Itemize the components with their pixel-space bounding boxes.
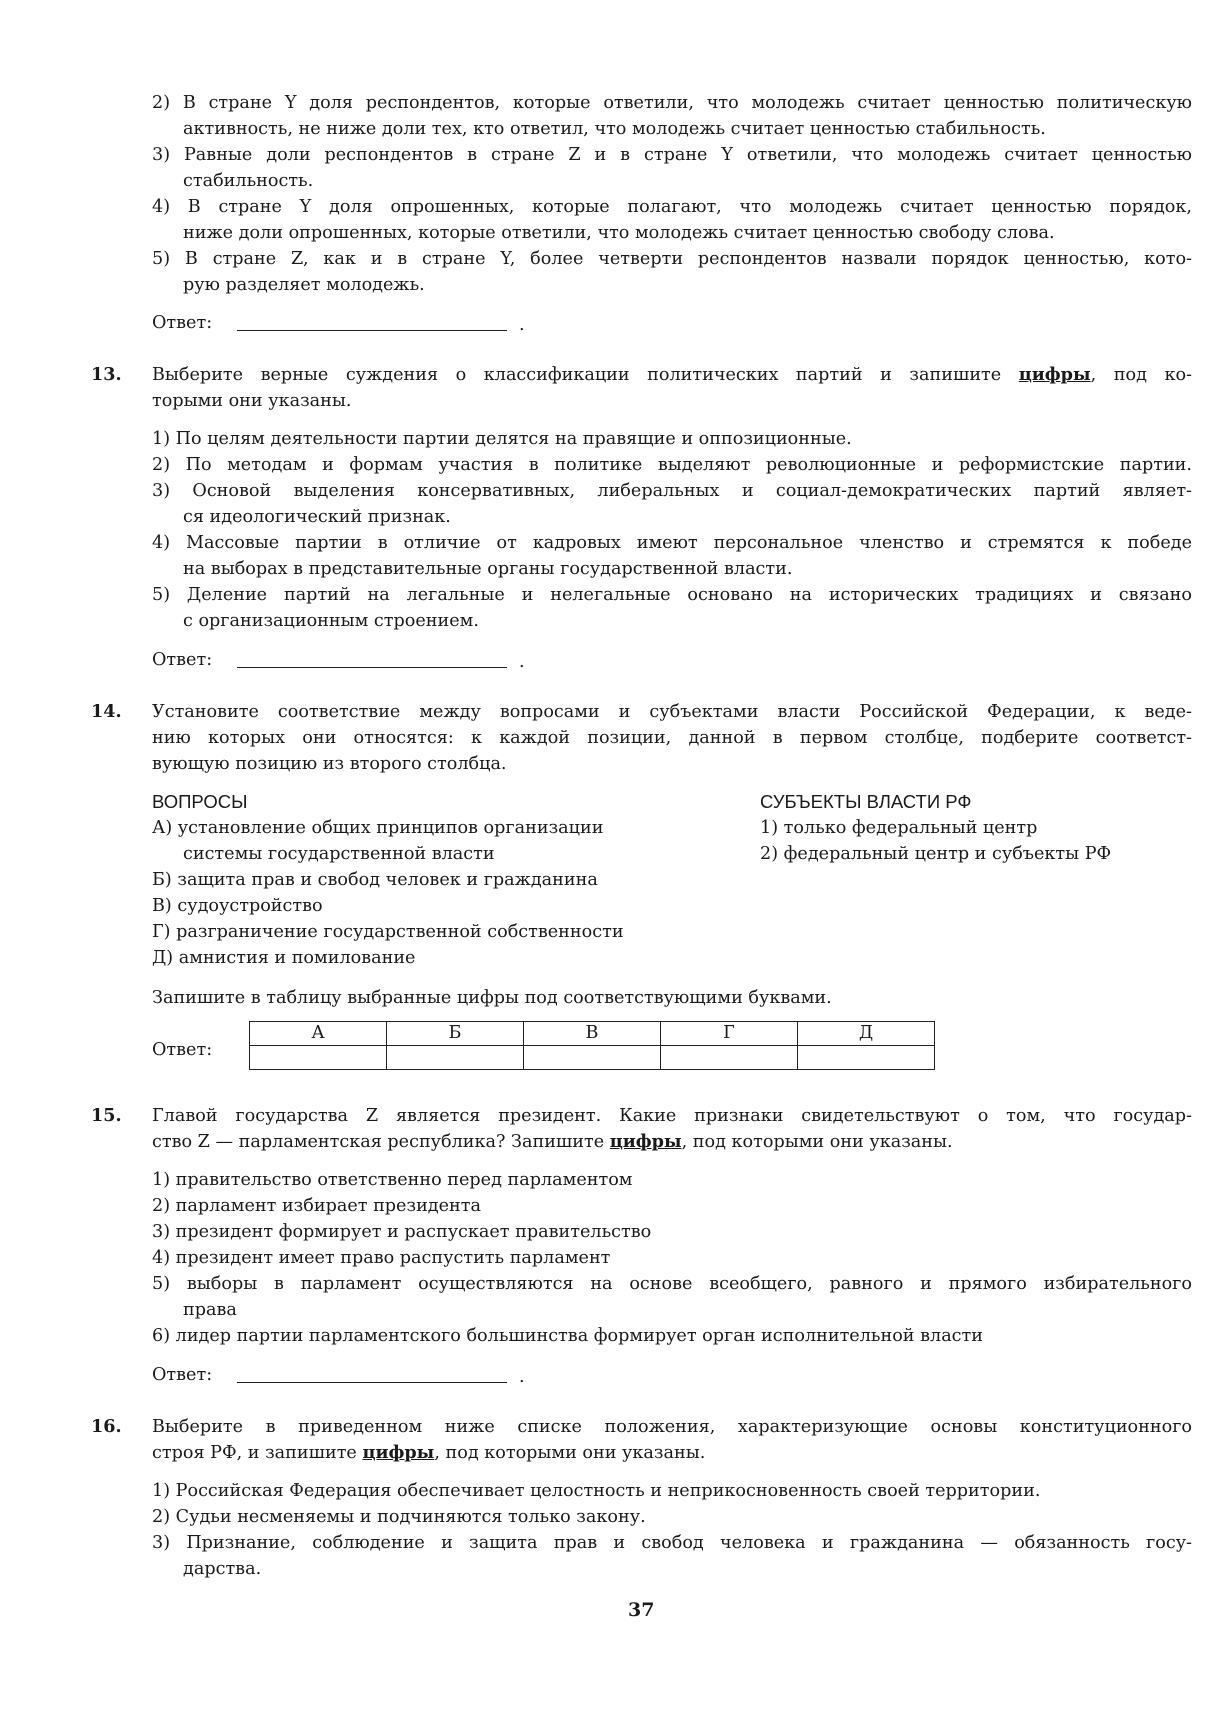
q14-item-a-line1: А) установление общих принципов организации [152,818,604,838]
q13-option-4-line2: на выборах в представительные органы государственной власти. [183,559,793,579]
q14-col-b: Б [387,1022,524,1046]
q14-item-a-line2: системы государственной власти [183,844,495,864]
q15-option-2: 2) парламент избирает президента [152,1196,481,1216]
q16-prompt-before: строя РФ, и запишите [152,1443,363,1463]
q14-table-answer-row [250,1046,935,1070]
q14-prompt-line2: нию которых они относятся: к каждой позиции, данной в первом столбце, подберите соответст- [152,728,1192,748]
q12-option-2-line1: 2) В стране Y доля респондентов, которые ответили, что молодежь считает ценностью политическую [152,93,1192,113]
q14-subject-1: 1) только федеральный центр [760,818,1038,838]
q12-option-3-line2: стабильность. [183,171,314,191]
q12-option-5-line1: 5) В стране Z, как и в стране Y, более четверти респондентов назвали порядок ценностью, кото- [152,249,1192,269]
q15-option-6: 6) лидер партии парламентского большинства формирует орган исполнительной власти [152,1326,983,1346]
q15-answer-dot: . [519,1367,525,1387]
q15-option-5-line2: права [183,1300,237,1320]
q16-option-3-line2: дарства. [183,1559,262,1579]
q15-prompt-after: , под которыми они указаны. [681,1132,953,1152]
q14-item-b: Б) защита прав и свобод человек и гражданина [152,870,598,890]
q12-option-4-line1: 4) В стране Y доля опрошенных, которые полагают, что молодежь считает ценностью порядок, [152,197,1192,217]
q16-keyword: цифры [362,1442,435,1463]
q12-answer-dot: . [519,315,525,335]
q14-answer-cell-b[interactable] [387,1046,524,1070]
q14-col-a: А [250,1022,387,1046]
q14-col-d: Д [798,1022,935,1046]
q16-option-1: 1) Российская Федерация обеспечивает целостность и неприкосновенность своей территории. [152,1481,1041,1501]
q13-prompt-line2: торыми они указаны. [152,391,352,411]
q14-table-header-row [250,1022,935,1046]
q12-option-2-line2: активность, не ниже доли тех, кто ответил, что молодежь считает ценностью стабильность. [183,119,1046,139]
q14-right-header: СУБЪЕКТЫ ВЛАСТИ РФ [760,791,972,812]
q15-option-1: 1) правительство ответственно перед парламентом [152,1170,633,1190]
q14-answer-cell-d[interactable] [798,1046,935,1070]
q16-number: 16. [91,1416,122,1437]
q15-option-3: 3) президент формирует и распускает правительство [152,1222,652,1242]
q13-answer-field[interactable] [237,667,507,668]
q12-option-5-line2: рую разделяет молодежь. [183,275,425,295]
q15-answer-label: Ответ: [152,1365,213,1385]
q14-col-v: В [524,1022,661,1046]
q14-answer-cell-g[interactable] [661,1046,798,1070]
q15-prompt-line2 [152,1129,953,1155]
q13-option-4-line1: 4) Массовые партии в отличие от кадровых имеют персональное членство и стремятся к победе [152,533,1192,553]
page-number: 37 [628,1599,655,1621]
q14-prompt-line1: Установите соответствие между вопросами и субъектами власти Российской Федерации, к веде- [152,702,1192,722]
q13-option-3-line2: ся идеологический признак. [183,507,451,527]
q14-item-g: Г) разграничение государственной собственности [152,922,624,942]
q15-option-5-line1: 5) выборы в парламент осуществляются на основе всеобщего, равного и прямого избирательного [152,1274,1192,1294]
q16-prompt-line1: Выберите в приведенном ниже списке положения, характеризующие основы конституционного [152,1417,1192,1437]
q13-option-5-line1: 5) Деление партий на легальные и нелегальные основано на исторических традициях и связано [152,585,1192,605]
q12-answer-label: Ответ: [152,313,213,333]
q13-keyword: цифры [1018,364,1091,385]
q13-answer-label: Ответ: [152,650,213,670]
q13-prompt-before: Выберите верные суждения о классификации политических партий и запишите [152,365,1019,385]
q14-answer-table [249,1021,935,1070]
q13-prompt-line1 [152,362,1192,388]
q12-option-3-line1: 3) Равные доли респондентов в стране Z и в стране Y ответили, что молодежь считает ценностью [152,145,1192,165]
q16-option-3-line1: 3) Признание, соблюдение и защита прав и свобод человека и гражданина — обязанность госу- [152,1533,1192,1553]
q14-number: 14. [91,701,122,722]
q16-option-2: 2) Судьи несменяемы и подчиняются только закону. [152,1507,646,1527]
q16-prompt-after: , под которыми они указаны. [434,1443,706,1463]
q14-left-header: ВОПРОСЫ [152,791,248,812]
q13-option-2: 2) По методам и формам участия в политике выделяют революционные и реформистские партии. [152,455,1192,475]
q13-option-5-line2: с организационным строением. [183,611,479,631]
q15-prompt-line1: Главой государства Z является президент. Какие признаки свидетельствуют о том, что государ- [152,1106,1192,1126]
q12-answer-field[interactable] [237,330,507,331]
q14-answer-cell-a[interactable] [250,1046,387,1070]
q14-item-d: Д) амнистия и помилование [152,948,416,968]
q14-subject-2: 2) федеральный центр и субъекты РФ [760,844,1112,864]
q15-answer-field[interactable] [237,1382,507,1383]
q15-keyword: цифры [609,1131,682,1152]
q14-col-g: Г [661,1022,798,1046]
q15-number: 15. [91,1105,122,1126]
q12-option-4-line2: ниже доли опрошенных, которые ответили, что молодежь считает ценностью свободу слова. [183,223,1055,243]
q13-option-1: 1) По целям деятельности партии делятся на правящие и оппозиционные. [152,429,852,449]
q16-prompt-line2 [152,1440,705,1466]
q15-prompt-before: ство Z — парламентская республика? Запишите [152,1132,610,1152]
q13-prompt-after: , под ко- [1090,365,1192,385]
q14-answer-label: Ответ: [152,1040,213,1060]
q13-number: 13. [91,364,122,385]
q14-prompt-line3: вующую позицию из второго столбца. [152,754,507,774]
q15-option-4: 4) президент имеет право распустить парламент [152,1248,611,1268]
q14-item-v: В) судоустройство [152,896,323,916]
q13-option-3-line1: 3) Основой выделения консервативных, либеральных и социал-демократических партий являет- [152,481,1192,501]
q13-answer-dot: . [519,652,525,672]
q14-answer-cell-v[interactable] [524,1046,661,1070]
q14-table-instruction: Запишите в таблицу выбранные цифры под соответствующими буквами. [152,988,832,1008]
